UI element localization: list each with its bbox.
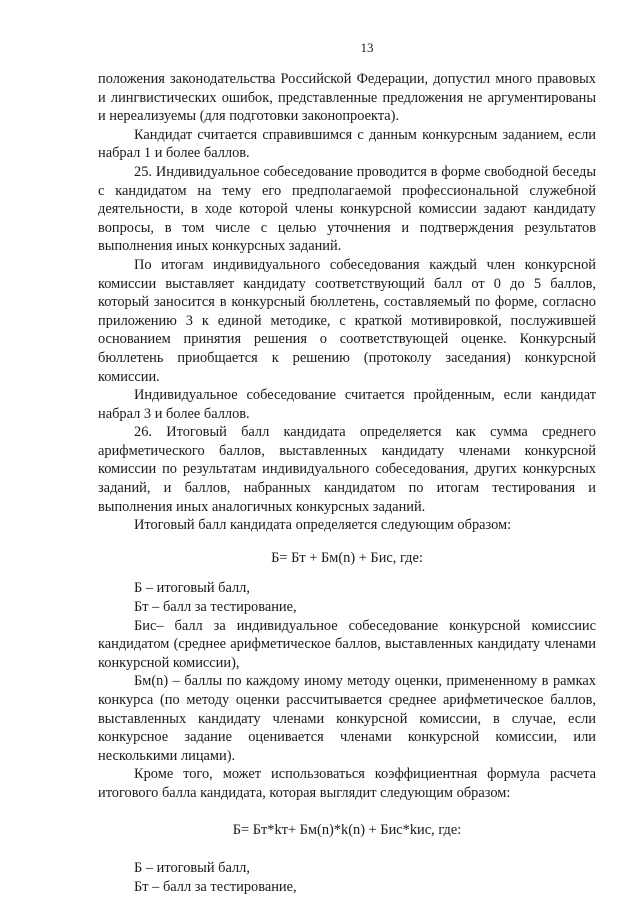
page-number: 13 [360,40,374,55]
paragraph-interview-threshold: Индивидуальное собеседование считается пройденным, если кандидат набрал 3 и более баллов. [98,387,596,422]
paragraph-coefficient-intro: Кроме того, может использоваться коэффициентная формула расчета итогового балла кандидата, которая выглядит следующим образом: [98,766,596,801]
definition-total-2: Б – итоговый балл, [134,860,250,877]
paragraph-item-26: 26. Итоговый балл кандидата определяется как сумма среднего арифметического баллов, выставленных кандидату членами конкурсной комиссии по результатам индивидуального собеседования, других конкурсных заданий, и баллов, набранных кандидатом по итогам тестирования и выполнения иных аналогичных конкурсных заданий. [98,424,596,515]
definition-interview: Бис– балл за индивидуальное собеседование конкурсной комиссиис кандидатом (среднее арифметическое баллов, выставленных кандидату членами конкурсной комиссии), [98,617,596,671]
paragraph-item-25: 25. Индивидуальное собеседование проводится в форме свободной беседы с кандидатом на тему его предполагаемой профессиональной служебной деятельности, в ходе которой члены конкурсной комиссии задают кандидату вопросы, в том числе с целью уточнения и подтверждения результатов выполнения иных конкурсных заданий. [98,163,596,255]
formula-total-score: Б= Бт + Бм(n) + Бис, где: [271,549,423,566]
document-body [98,70,596,896]
definition-testing: Бт – балл за тестирование, [134,599,297,616]
paragraph-task-threshold: Кандидат считается справившимся с данным конкурсным заданием, если набрал 1 и более баллов. [98,126,596,162]
definition-testing-2: Бт – балл за тестирование, [134,878,297,895]
paragraph-continuation: положения законодательства Российской Федерации, допустил много правовых и лингвистических ошибок, представленные предложения не аргументированы и нереализуемы (для подготовки законопроекта). [98,71,596,125]
paragraph-interview-scoring: По итогам индивидуального собеседования каждый член конкурсной комиссии выставляет кандидату соответствующий балл от 0 до 5 баллов, который заносится в конкурсный бюллетень, составляемый по форме, согласно приложению 3 к единой методике, с краткой мотивировкой, послужившей основанием принятия решения о соответствующей оценке. Конкурсный бюллетень приобщается к решению (протоколу заседания) конкурсной комиссии. [98,256,596,385]
definition-total: Б – итоговый балл, [134,580,250,597]
formula-coefficient-score: Б= Бт*kт+ Бм(n)*k(n) + Бис*kис, где: [232,821,462,838]
definition-other-methods: Бм(n) – баллы по каждому иному методу оценки, примененному в рамках конкурса (по методу оценки рассчитывается среднее арифметическое баллов, выставленных кандидату членами конкурсной комиссии, в случае, если конкурсное задание оценивается членами конкурсной комиссии, или несколькими лицами). [98,673,596,764]
paragraph-formula-intro: Итоговый балл кандидата определяется следующим образом: [134,517,512,534]
